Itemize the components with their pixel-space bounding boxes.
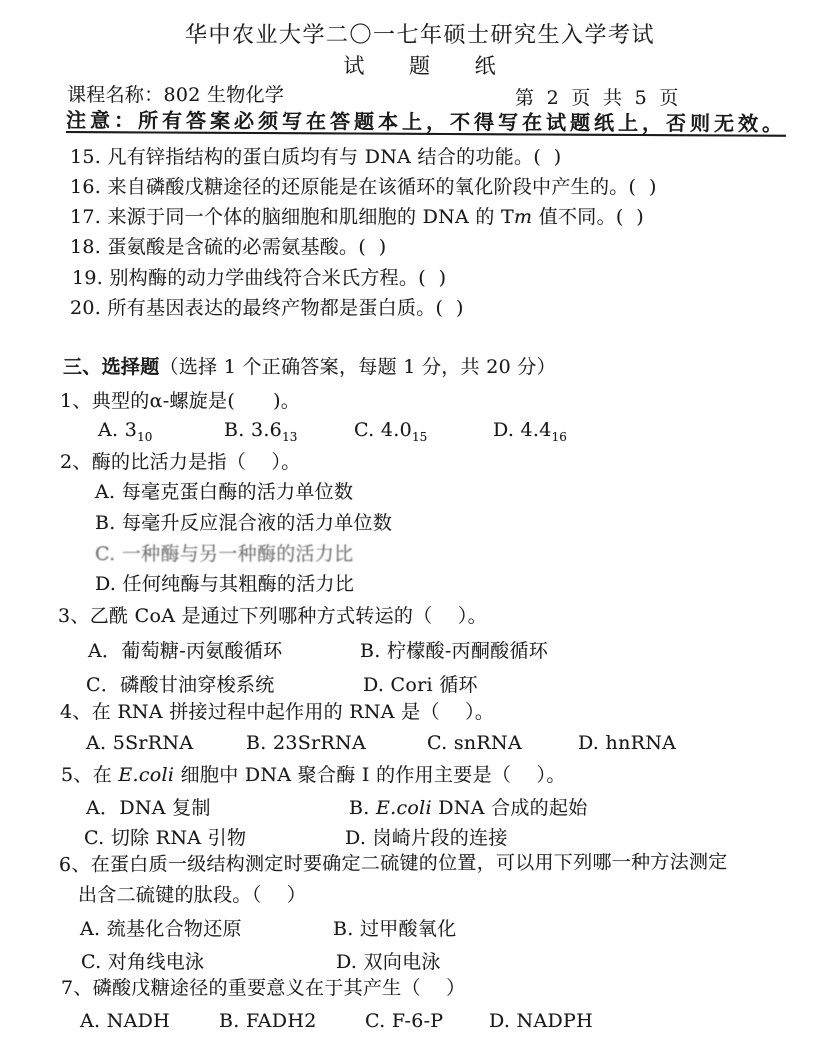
mc-q7-option-b: B. FADH2 — [219, 1010, 317, 1032]
tf-question-17 — [70, 206, 644, 230]
tf-question-19: 19. 别构酶的动力学曲线符合米氏方程。( ) — [72, 267, 447, 289]
mc-q5-option-b — [349, 793, 588, 820]
mc-q5-stem-post: 细胞中 DNA 聚合酶 I 的作用主要是（ ）。 — [174, 764, 566, 786]
mc-q5-stem-pre: 5、在 — [61, 764, 119, 786]
mc-q5-option-c: C. 切除 RNA 引物 — [84, 827, 247, 849]
mc-q7-stem: 7、磷酸戊糖途径的重要意义在于其产生（ ） — [61, 977, 466, 999]
mc-q1-stem: 1、典型的α-螺旋是( )。 — [60, 390, 301, 412]
mc-q1-option-a-text: A. 3 — [98, 419, 138, 441]
mc-q2-option-a: A. 每毫克蛋白酶的活力单位数 — [95, 481, 354, 503]
mc-q5-stem — [61, 764, 566, 788]
mc-q4-option-c: C. snRNA — [427, 732, 522, 754]
mc-q1-option-a-subscript: 10 — [137, 429, 153, 444]
mc-q2-option-b: B. 每毫升反应混合液的活力单位数 — [95, 512, 393, 534]
mc-q4-stem: 4、在 RNA 拼接过程中起作用的 RNA 是（ ）。 — [60, 701, 495, 723]
mc-q4-options — [0, 732, 840, 760]
mc-q3-option-b: B. 柠檬酸-丙酮酸循环 — [360, 640, 549, 662]
mc-q5-stem-ecoli-italic: E.coli — [118, 764, 175, 786]
tf-question-18: 18. 蛋氨酸是含硫的必需氨基酸。( ) — [70, 236, 387, 258]
mc-q2-option-d: D. 任何纯酶与其粗酶的活力比 — [95, 573, 355, 595]
page-title: 华中农业大学二〇一七年硕士研究生入学考试 — [184, 23, 655, 48]
mc-q3-option-a: A．葡萄糖-丙氨酸循环 — [88, 640, 283, 662]
mc-q6-option-b: B. 过甲酸氧化 — [333, 918, 457, 940]
tf-question-17-tail: 值不同。( ) — [532, 206, 645, 228]
mc-q7-option-a: A. NADH — [80, 1010, 171, 1032]
mc-q4-option-b: B. 23SrRNA — [246, 732, 366, 754]
mc-q1-option-b-text: B. 3.6 — [224, 419, 283, 441]
mc-q1-option-c — [354, 419, 428, 444]
mc-q5-option-d: D. 岗崎片段的连接 — [345, 827, 508, 849]
notice-line: 注意：所有答案必须写在答题本上，不得写在试题纸上，否则无效。 — [65, 108, 787, 136]
mc-q5-option-b-post: DNA 合成的起始 — [431, 797, 588, 819]
mc-q6-options-row2 — [0, 947, 840, 975]
course-name: 课程名称：802 生物化学 — [67, 84, 285, 106]
mc-q3-stem: 3、乙酰 CoA 是通过下列哪种方式转运的（ ）。 — [58, 605, 487, 627]
mc-q3-options-row1 — [0, 636, 840, 664]
mc-q4-option-d: D. hnRNA — [578, 732, 677, 754]
mc-q7-option-c: C. F-6-P — [365, 1010, 444, 1032]
tf-question-17-text: 17. 来源于同一个体的脑细胞和肌细胞的 DNA 的 T — [70, 206, 515, 228]
mc-q2-option-c: C. 一种酶与另一种酶的活力比 — [95, 543, 354, 565]
mc-q7-options — [0, 1010, 840, 1038]
mc-q1-option-c-subscript: 15 — [411, 429, 428, 444]
mc-q5-option-b-ecoli-italic: E.coli — [375, 797, 432, 819]
tf-question-17-tm-italic: m — [514, 206, 533, 228]
mc-section-heading — [63, 356, 556, 380]
tf-question-15: 15. 凡有锌指结构的蛋白质均有与 DNA 结合的功能。( ) — [70, 146, 562, 168]
mc-q1-option-d — [493, 419, 567, 444]
mc-q5-options-row1 — [0, 793, 840, 821]
page-number: 第 2 页 共 5 页 — [515, 87, 679, 109]
mc-q6-stem-line1: 6、在蛋白质一级结构测定时要确定二硫键的位置，可以用下列哪一种方法测定 — [58, 851, 728, 876]
mc-q2-stem: 2、酶的比活力是指（ ）。 — [60, 451, 301, 473]
mc-q3-options-row2 — [0, 670, 840, 698]
mc-section-title: 三、选择题 — [63, 356, 160, 378]
mc-q1-option-b — [224, 419, 298, 444]
tf-question-16: 16. 来自磷酸戊糖途径的还原能是在该循环的氧化阶段中产生的。( ) — [70, 176, 657, 198]
mc-q7-option-d: D. NADPH — [489, 1010, 593, 1032]
mc-q1-options — [0, 419, 840, 447]
mc-q1-option-b-subscript: 13 — [282, 429, 298, 444]
mc-q6-option-a: A. 巯基化合物还原 — [80, 918, 242, 940]
mc-q1-option-d-subscript: 16 — [551, 429, 567, 444]
mc-q5-option-a: A．DNA 复制 — [86, 797, 211, 819]
mc-q1-option-d-text: D. 4.4 — [493, 419, 552, 441]
mc-q3-option-d: D. Cori 循环 — [363, 674, 478, 696]
mc-q1-option-a — [98, 419, 153, 444]
tf-question-20: 20. 所有基因表达的最终产物都是蛋白质。( ) — [70, 297, 464, 319]
mc-q6-stem-line2: 出含二硫键的肽段。（ ） — [78, 884, 307, 906]
mc-q4-option-a: A. 5SrRNA — [86, 732, 194, 754]
mc-q5-options-row2 — [0, 823, 840, 851]
mc-q6-options-row1 — [0, 914, 840, 942]
mc-q6-option-c: C. 对角线电泳 — [81, 951, 205, 973]
mc-q1-option-c-text: C. 4.0 — [354, 419, 412, 441]
mc-section-note: （选择 1 个正确答案，每题 1 分，共 20 分） — [159, 356, 556, 378]
page-subtitle: 试 题 纸 — [343, 54, 497, 78]
mc-q3-option-c: C．磷酸甘油穿梭系统 — [86, 674, 275, 696]
mc-q5-option-b-pre: B. — [349, 797, 376, 819]
mc-q6-option-d: D. 双向电泳 — [336, 951, 441, 973]
